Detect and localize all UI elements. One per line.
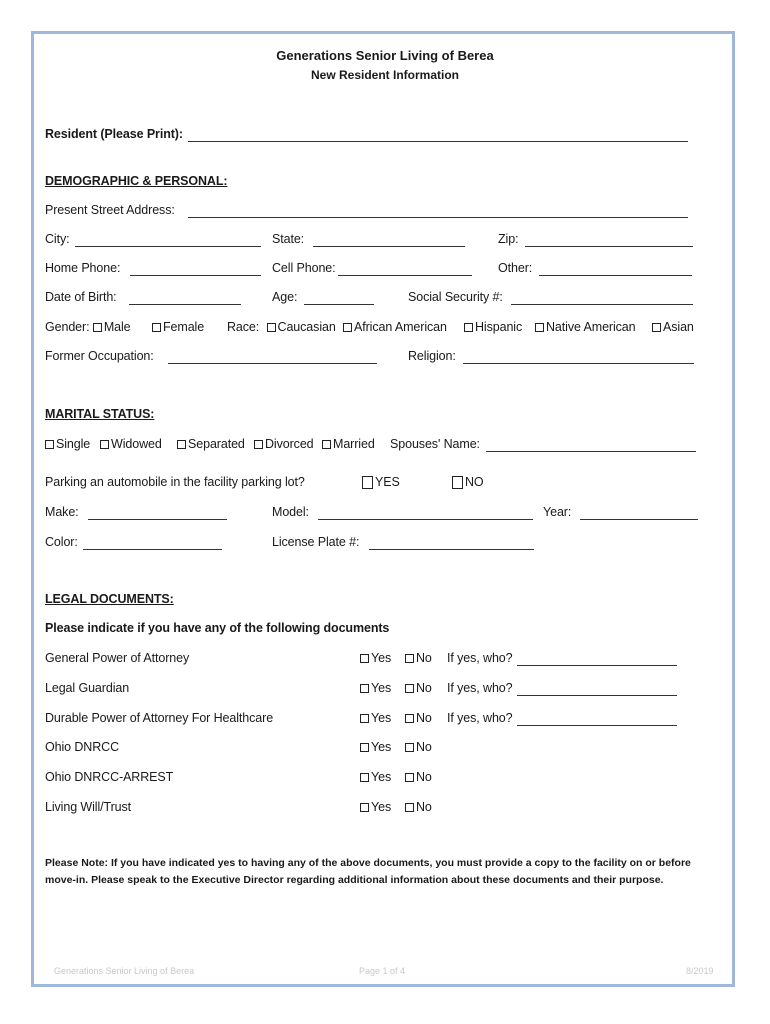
footer-page: Page 1 of 4 <box>359 966 406 976</box>
cell-phone-field[interactable] <box>338 275 472 276</box>
footer-date: 8/2019 <box>686 966 714 976</box>
model-field[interactable] <box>318 519 533 520</box>
gender-label: Gender: <box>45 320 90 334</box>
legal-yes-checkbox[interactable] <box>360 714 369 723</box>
zip-label: Zip: <box>498 232 519 246</box>
hispanic-checkbox[interactable] <box>464 323 473 332</box>
legal-no-label: No <box>416 681 432 695</box>
make-label: Make: <box>45 505 79 519</box>
divorced-checkbox[interactable] <box>254 440 263 449</box>
legal-if-yes-label: If yes, who? <box>447 711 513 725</box>
year-field[interactable] <box>580 519 698 520</box>
race-label: Race: <box>227 320 260 334</box>
legal-no-checkbox[interactable] <box>405 803 414 812</box>
separated-checkbox[interactable] <box>177 440 186 449</box>
widowed-label: Widowed <box>111 437 162 451</box>
legal-no-label: No <box>416 711 432 725</box>
city-field[interactable] <box>75 246 261 247</box>
color-field[interactable] <box>83 549 222 550</box>
asian-checkbox[interactable] <box>652 323 661 332</box>
footer-org: Generations Senior Living of Berea <box>54 966 195 976</box>
male-label: Male <box>103 320 131 334</box>
legal-no-label: No <box>416 800 432 814</box>
single-checkbox[interactable] <box>45 440 54 449</box>
legal-no-label: No <box>416 770 432 784</box>
city-label: City: <box>45 232 70 246</box>
other-phone-label: Other: <box>498 261 533 275</box>
legal-doc-label: General Power of Attorney <box>45 651 190 665</box>
african-american-label: African American <box>354 320 447 334</box>
spouse-name-field[interactable] <box>486 451 696 452</box>
religion-label: Religion: <box>408 349 456 363</box>
legal-who-field[interactable] <box>517 665 677 666</box>
legal-doc-label: Legal Guardian <box>45 681 130 695</box>
african-american-checkbox[interactable] <box>343 323 352 332</box>
legal-yes-checkbox[interactable] <box>360 654 369 663</box>
legal-yes-label: Yes <box>371 681 392 695</box>
legal-no-checkbox[interactable] <box>405 684 414 693</box>
state-label: State: <box>272 232 305 246</box>
ssn-field[interactable] <box>511 304 693 305</box>
year-label: Year: <box>543 505 572 519</box>
legal-no-checkbox[interactable] <box>405 743 414 752</box>
plate-label: License Plate #: <box>272 535 360 549</box>
female-label: Female <box>163 320 205 334</box>
legal-yes-checkbox[interactable] <box>360 773 369 782</box>
zip-field[interactable] <box>525 246 693 247</box>
legal-no-checkbox[interactable] <box>405 714 414 723</box>
org-title: Generations Senior Living of Berea <box>276 48 494 63</box>
legal-doc-label: Living Will/Trust <box>45 800 132 814</box>
legal-yes-checkbox[interactable] <box>360 743 369 752</box>
legal-yes-label: Yes <box>371 651 392 665</box>
dob-field[interactable] <box>129 304 241 305</box>
legal-yes-checkbox[interactable] <box>360 684 369 693</box>
legal-doc-label: Durable Power of Attorney For Healthcare <box>45 711 274 725</box>
legal-no-label: No <box>416 740 432 754</box>
legal-who-field[interactable] <box>517 695 677 696</box>
hispanic-label: Hispanic <box>475 320 523 334</box>
divorced-label: Divorced <box>265 437 314 451</box>
legal-who-field[interactable] <box>517 725 677 726</box>
resident-label: Resident (Please Print): <box>45 127 183 141</box>
plate-field[interactable] <box>369 549 534 550</box>
legal-if-yes-label: If yes, who? <box>447 651 513 665</box>
legal-no-label: No <box>416 651 432 665</box>
legal-yes-label: Yes <box>371 770 392 784</box>
age-label: Age: <box>272 290 298 304</box>
native-american-checkbox[interactable] <box>535 323 544 332</box>
former-occupation-field[interactable] <box>168 363 377 364</box>
single-label: Single <box>56 437 91 451</box>
dob-label: Date of Birth: <box>45 290 117 304</box>
married-checkbox[interactable] <box>322 440 331 449</box>
make-field[interactable] <box>88 519 227 520</box>
legal-instruction: Please indicate if you have any of the following documents <box>45 621 390 635</box>
parking-no-checkbox[interactable] <box>452 476 463 489</box>
widowed-checkbox[interactable] <box>100 440 109 449</box>
legal-yes-checkbox[interactable] <box>360 803 369 812</box>
parking-yes-checkbox[interactable] <box>362 476 373 489</box>
street-label: Present Street Address: <box>45 203 175 217</box>
please-note: Please Note: If you have indicated yes to having any of the above documents, you must provide a copy to the facility on or before move-in. Please speak to the Executive Director regarding additional information about these documents and their purpose. <box>45 857 691 886</box>
parking-no-label: NO <box>465 475 484 489</box>
cell-phone-label: Cell Phone: <box>272 261 336 275</box>
asian-label: Asian <box>663 320 694 334</box>
color-label: Color: <box>45 535 78 549</box>
demographic-heading: DEMOGRAPHIC & PERSONAL: <box>45 174 228 188</box>
caucasian-label: Caucasian <box>277 320 336 334</box>
legal-doc-label: Ohio DNRCC <box>45 740 120 754</box>
resident-name-field[interactable] <box>188 141 688 142</box>
caucasian-checkbox[interactable] <box>267 323 276 332</box>
home-phone-label: Home Phone: <box>45 261 121 275</box>
married-label: Married <box>333 437 375 451</box>
religion-field[interactable] <box>463 363 694 364</box>
model-label: Model: <box>272 505 309 519</box>
street-field[interactable] <box>188 217 688 218</box>
spouse-name-label: Spouses' Name: <box>390 437 480 451</box>
home-phone-field[interactable] <box>130 275 261 276</box>
former-occupation-label: Former Occupation: <box>45 349 154 363</box>
legal-yes-label: Yes <box>371 740 392 754</box>
age-field[interactable] <box>304 304 374 305</box>
legal-no-checkbox[interactable] <box>405 654 414 663</box>
male-checkbox[interactable] <box>93 323 102 332</box>
separated-label: Separated <box>188 437 245 451</box>
parking-yes-label: YES <box>375 475 400 489</box>
legal-heading: LEGAL DOCUMENTS: <box>45 592 174 606</box>
female-checkbox[interactable] <box>152 323 161 332</box>
marital-heading: MARITAL STATUS: <box>45 407 155 421</box>
native-american-label: Native American <box>546 320 636 334</box>
parking-question: Parking an automobile in the facility parking lot? <box>45 475 305 489</box>
legal-yes-label: Yes <box>371 800 392 814</box>
form-title: New Resident Information <box>310 68 459 82</box>
ssn-label: Social Security #: <box>408 290 503 304</box>
legal-if-yes-label: If yes, who? <box>447 681 513 695</box>
state-field[interactable] <box>313 246 465 247</box>
other-phone-field[interactable] <box>539 275 692 276</box>
legal-no-checkbox[interactable] <box>405 773 414 782</box>
legal-doc-label: Ohio DNRCC-ARREST <box>45 770 174 784</box>
legal-yes-label: Yes <box>371 711 392 725</box>
